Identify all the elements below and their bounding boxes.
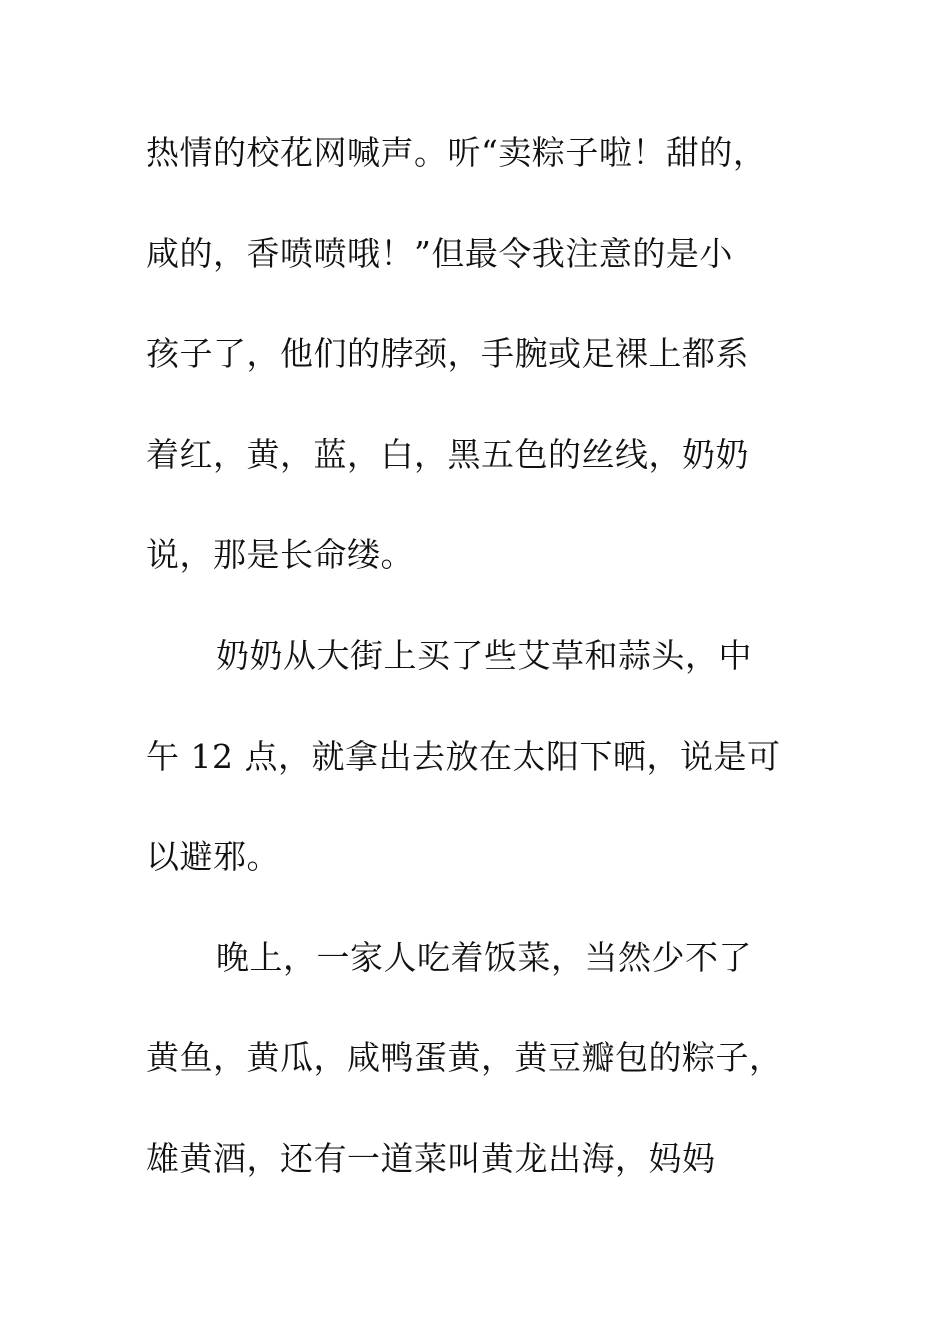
text-line: 说，那是长命缕。 xyxy=(146,535,414,575)
text-line: 咸的，香喷喷哦！”但最令我注意的是小 xyxy=(146,233,733,273)
text-line: 午 12 点，就拿出去放在太阳下晒，说是可 xyxy=(146,736,781,776)
paragraph-start-line: 晚上，一家人吃着饭菜，当然少不了 xyxy=(216,937,752,977)
text-line: 以避邪。 xyxy=(146,837,280,877)
text-line: 着红，黄，蓝，白，黑五色的丝线，奶奶 xyxy=(146,434,749,474)
text-line: 雄黄酒，还有一道菜叫黄龙出海，妈妈 xyxy=(146,1138,716,1178)
document-body xyxy=(146,128,806,1235)
text-line: 热情的校花网喊声。听“卖粽子啦！甜的， xyxy=(146,133,767,172)
text-line: 孩子了，他们的脖颈，手腕或足裸上都系 xyxy=(146,334,749,374)
paragraph-start-line: 奶奶从大街上买了些艾草和蒜头，中 xyxy=(216,635,752,675)
text-line: 黄鱼，黄瓜，咸鸭蛋黄，黄豆瓣包的粽子， xyxy=(146,1038,783,1078)
